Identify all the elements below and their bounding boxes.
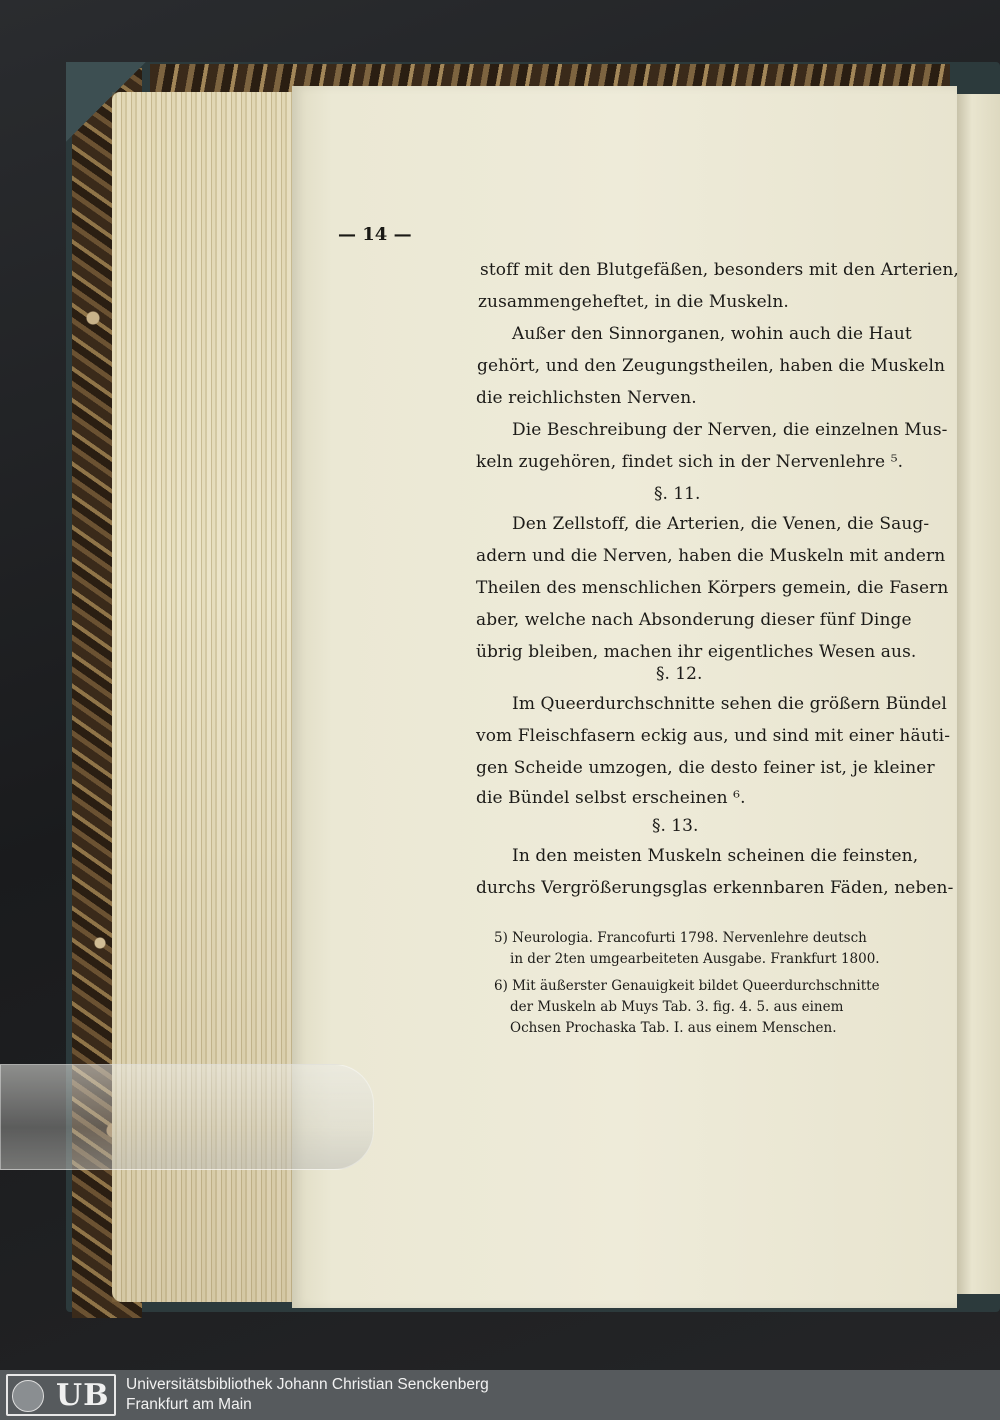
footnote-line: 6) Mit äußerster Genauigkeit bildet Queerdurchschnitte bbox=[494, 978, 880, 994]
section-heading: §. 12. bbox=[656, 664, 703, 684]
library-logo[interactable] bbox=[6, 1374, 116, 1416]
footnote-line: 5) Neurologia. Francofurti 1798. Nervenlehre deutsch bbox=[494, 930, 867, 946]
text-line: durchs Vergrößerungsglas erkennbaren Fäden, neben- bbox=[476, 878, 954, 898]
text-line: adern und die Nerven, haben die Muskeln mit andern bbox=[476, 546, 946, 566]
section-heading: §. 11. bbox=[654, 484, 701, 504]
text-line: Theilen des menschlichen Körpers gemein, die Fasern bbox=[476, 578, 949, 598]
facing-page-edge bbox=[952, 94, 1000, 1294]
text-line: übrig bleiben, machen ihr eigentliches Wesen aus. bbox=[476, 642, 917, 662]
page-number: — 14 — bbox=[338, 224, 412, 245]
portrait-icon bbox=[12, 1380, 44, 1412]
glass-page-weight bbox=[0, 1064, 374, 1170]
text-line: Im Queerdurchschnitte sehen die größern Bündel bbox=[512, 694, 947, 714]
text-line: die reichlichsten Nerven. bbox=[476, 388, 697, 408]
text-line: stoff mit den Blutgefäßen, besonders mit den Arterien, bbox=[480, 260, 959, 280]
text-line: Den Zellstoff, die Arterien, die Venen, die Saug- bbox=[512, 514, 930, 534]
text-line: Außer den Sinnorganen, wohin auch die Haut bbox=[512, 324, 912, 344]
text-line: zusammengeheftet, in die Muskeln. bbox=[478, 292, 789, 312]
footer-bar bbox=[0, 1370, 1000, 1420]
institution-name: Universitätsbibliothek Johann Christian Senckenberg bbox=[126, 1376, 489, 1393]
text-line: gehört, und den Zeugungstheilen, haben die Muskeln bbox=[477, 356, 946, 376]
text-line: vom Fleischfasern eckig aus, und sind mit einer häuti- bbox=[476, 726, 951, 746]
text-line: aber, welche nach Absonderung dieser fünf Dinge bbox=[476, 610, 912, 630]
footnote-line: der Muskeln ab Muys Tab. 3. fig. 4. 5. aus einem bbox=[510, 999, 844, 1015]
footnote-line: in der 2ten umgearbeiteten Ausgabe. Frankfurt 1800. bbox=[510, 951, 880, 967]
institution-city: Frankfurt am Main bbox=[126, 1396, 252, 1413]
section-heading: §. 13. bbox=[652, 816, 699, 836]
footnote-line: Ochsen Prochaska Tab. I. aus einem Menschen. bbox=[510, 1020, 837, 1036]
text-line: keln zugehören, findet sich in der Nervenlehre ⁵. bbox=[476, 452, 904, 472]
text-line: Die Beschreibung der Nerven, die einzelnen Mus- bbox=[512, 420, 948, 440]
text-line: gen Scheide umzogen, die desto feiner ist, je kleiner bbox=[476, 758, 935, 778]
logo-text: UB bbox=[56, 1378, 110, 1413]
text-line: In den meisten Muskeln scheinen die feinsten, bbox=[512, 846, 919, 866]
text-line: die Bündel selbst erscheinen ⁶. bbox=[476, 788, 746, 808]
